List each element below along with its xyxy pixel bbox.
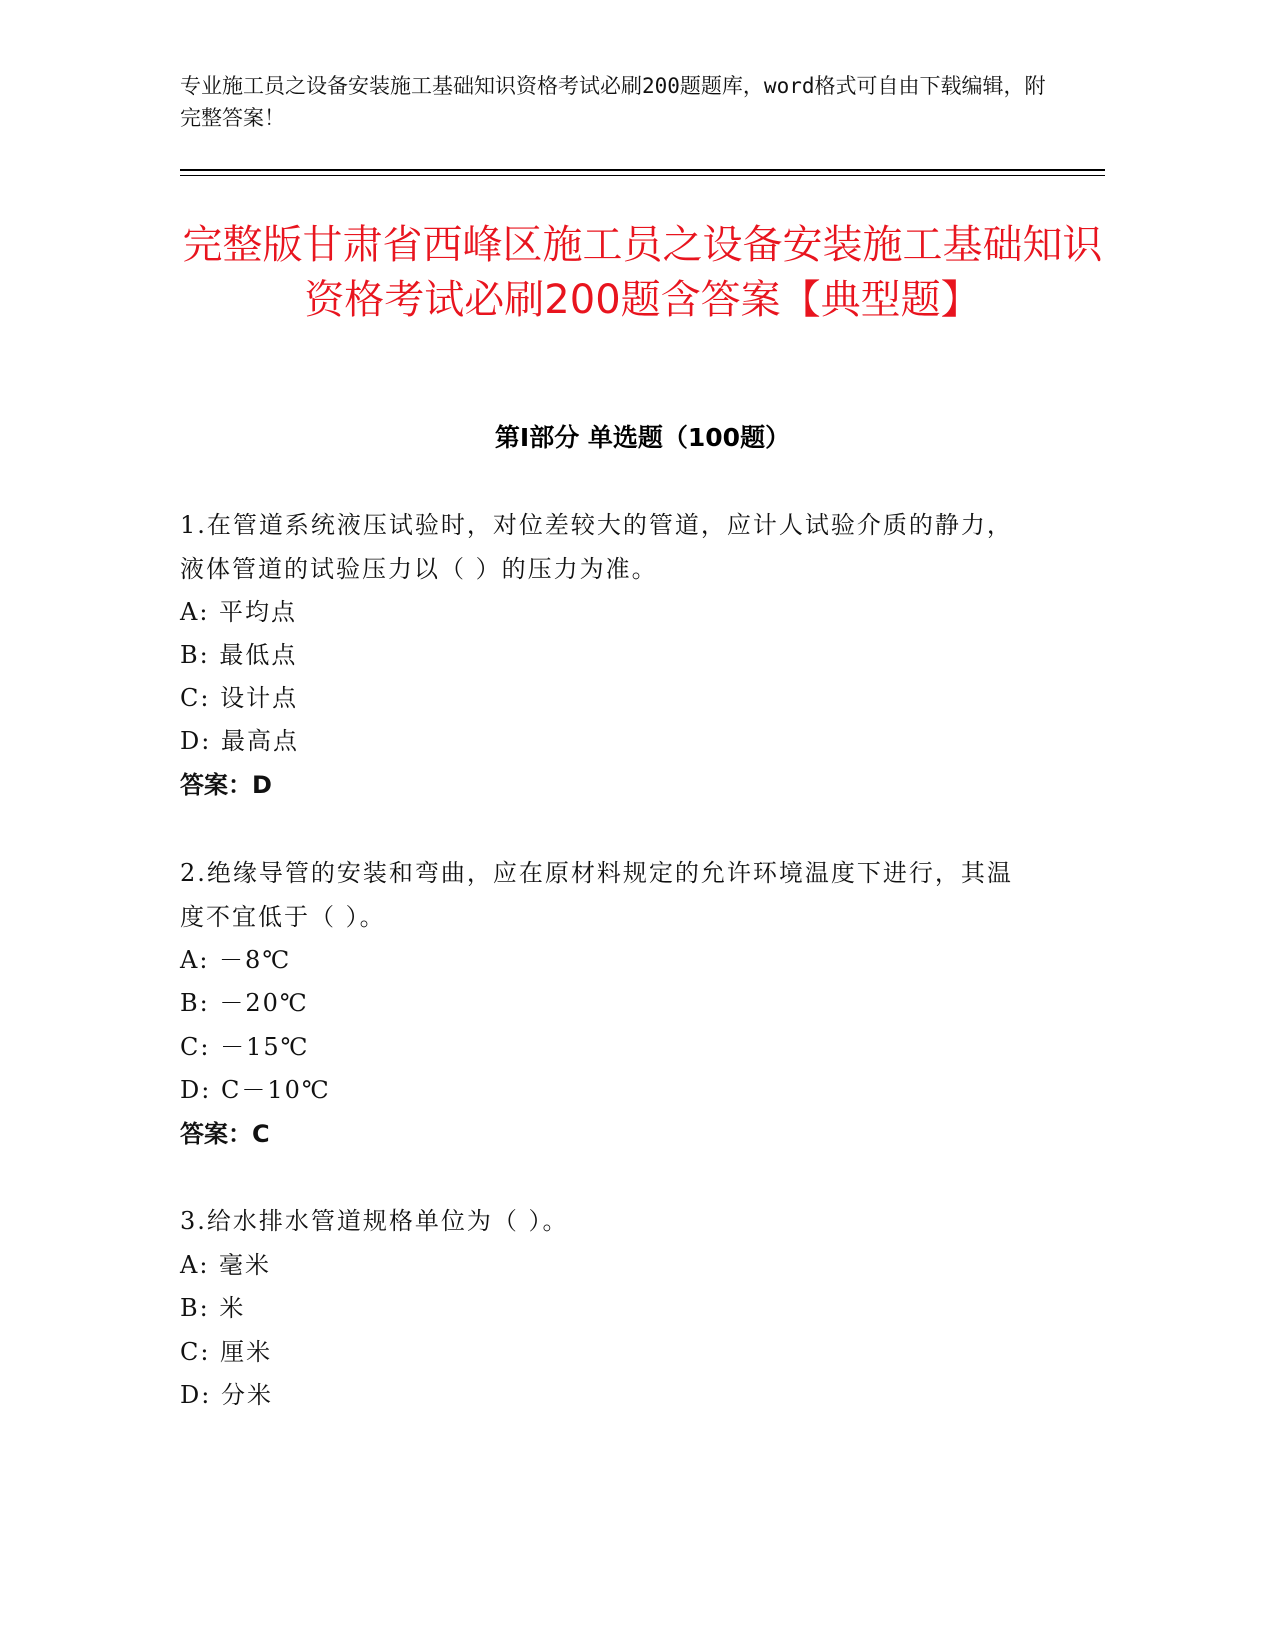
document-title: 完整版甘肃省西峰区施工员之设备安装施工基础知识资格考试必刷200题含答案【典型题】 — [182, 222, 1103, 323]
question-1-stem: 1.在管道系统液压试验时，对位差较大的管道，应计人试验介质的静力，液体管道的试验压力以（ ）的压力为准。 — [180, 511, 1013, 583]
question-2-option-b: B: －20℃ — [180, 989, 309, 1017]
header-divider-thin — [180, 175, 1105, 176]
question-3-option-d: D: 分米 — [180, 1381, 273, 1409]
question-1-option-a: A: 平均点 — [180, 598, 298, 626]
header-note: 专业施工员之设备安装施工基础知识资格考试必刷200题题库，word格式可自由下载编辑，附完整答案！ — [180, 74, 1046, 130]
question-1-option-b: B: 最低点 — [180, 641, 298, 669]
question-2-option-c: C: －15℃ — [180, 1033, 310, 1061]
question-1-answer: 答案：D — [180, 771, 272, 799]
question-3-option-b: B: 米 — [180, 1294, 246, 1322]
question-2-option-d: D: C－10℃ — [180, 1076, 331, 1104]
question-2-answer: 答案：C — [180, 1120, 270, 1148]
question-2-stem: 2.绝缘导管的安装和弯曲，应在原材料规定的允许环境温度下进行，其温度不宜低于（ ）。 — [180, 859, 1013, 931]
question-3-stem: 3.给水排水管道规格单位为（ ）。 — [180, 1207, 569, 1235]
question-3-option-c: C: 厘米 — [180, 1338, 273, 1366]
question-1-option-d: D: 最高点 — [180, 727, 299, 755]
question-3-option-a: A: 毫米 — [180, 1251, 272, 1279]
header-divider-thick — [180, 169, 1105, 171]
question-2-option-a: A: －8℃ — [180, 946, 292, 974]
question-1-option-c: C: 设计点 — [180, 684, 299, 712]
section-heading: 第I部分 单选题（100题） — [494, 423, 791, 452]
